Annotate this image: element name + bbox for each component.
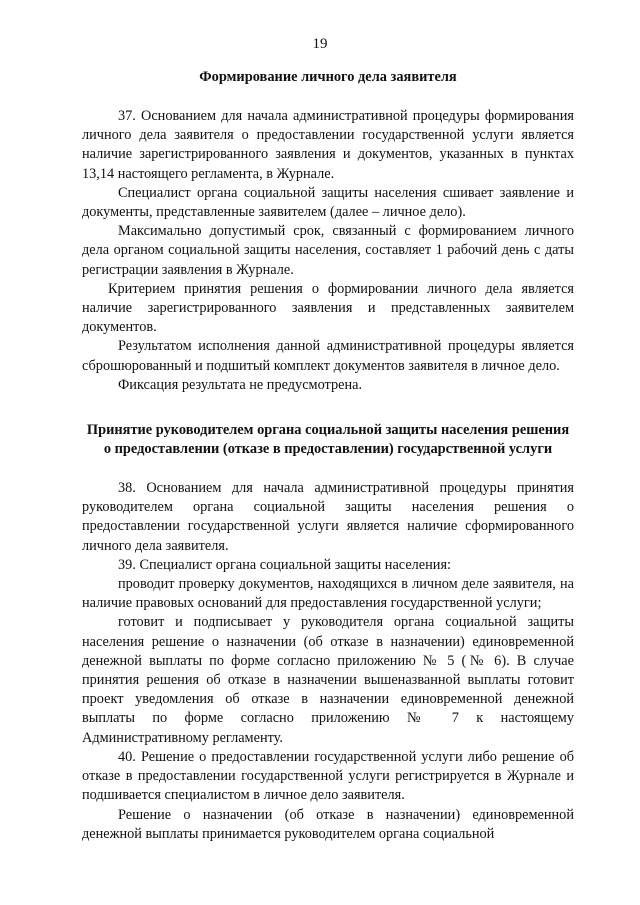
paragraph-max-term: Максимально допустимый срок, связанный с формированием личного дела органом социальной защиты населения, составляет 1 рабочий день с даты регистрации заявления в Журнале. bbox=[82, 223, 574, 278]
section-heading-personal-file: Формирование личного дела заявителя bbox=[199, 69, 457, 85]
document-body bbox=[82, 60, 574, 844]
page-number: 19 bbox=[312, 36, 328, 52]
paragraph-39: 39. Специалист органа социальной защиты населения: bbox=[118, 556, 452, 573]
paragraph-38: 38. Основанием для начала административной процедуры принятия руководителем органа социальной защиты населения решения о предоставлении государственной услуги является наличие сформированного личного дела заявителя. bbox=[82, 480, 574, 554]
paragraph-result: Результатом исполнения данной административной процедуры является сброшюрованный и подшитый комплект документов заявителя в личное дело. bbox=[82, 338, 574, 374]
paragraph-prepare-decision: готовит и подписывает у руководителя органа социальной защиты населения решение о назначении (об отказе в назначении) единовременной денежной выплаты по форме согласно приложению № 5 (№ 6). В случае принятия решения об отказе в назначении вышеназванной выплаты готовит проект уведомления об отказе в назначении единовременной денежной выплаты по форме согласно приложению № 7 к настоящему Административному регламенту. bbox=[82, 614, 574, 746]
paragraph-40: 40. Решение о предоставлении государственной услуги либо решение об отказе в предоставлении государственной услуги регистрируется в Журнале и подшивается специалистом в личное дело заявителя. bbox=[82, 748, 574, 804]
paragraph-criterion: Критерием принятия решения о формировании личного дела является наличие зарегистрированного заявления и представленных заявителем документов. bbox=[82, 280, 574, 336]
paragraph-37: 37. Основанием для начала административной процедуры формирования личного дела заявителя о предоставлении государственной услуги является наличие зарегистрированного заявления и документов, указанных в пунктах 13,14 настоящего регламента, в Журнале. bbox=[82, 108, 574, 182]
paragraph-decision-payment: Решение о назначении (об отказе в назначении) единовременной денежной выплаты принимается руководителем органа социальной bbox=[82, 806, 574, 842]
paragraph-fixation: Фиксация результата не предусмотрена. bbox=[118, 376, 363, 393]
paragraph-stitching: Специалист органа социальной защиты населения сшивает заявление и документы, представленные заявителем (далее – личное дело). bbox=[82, 184, 574, 221]
section-heading-decision: Принятие руководителем органа социальной защиты населения решения о предоставлении (отказе в предоставлении) государственной услуги bbox=[86, 422, 570, 458]
paragraph-check-documents: проводит проверку документов, находящихся в личном деле заявителя, на наличие правовых оснований для предоставления государственной услуги; bbox=[82, 576, 574, 612]
